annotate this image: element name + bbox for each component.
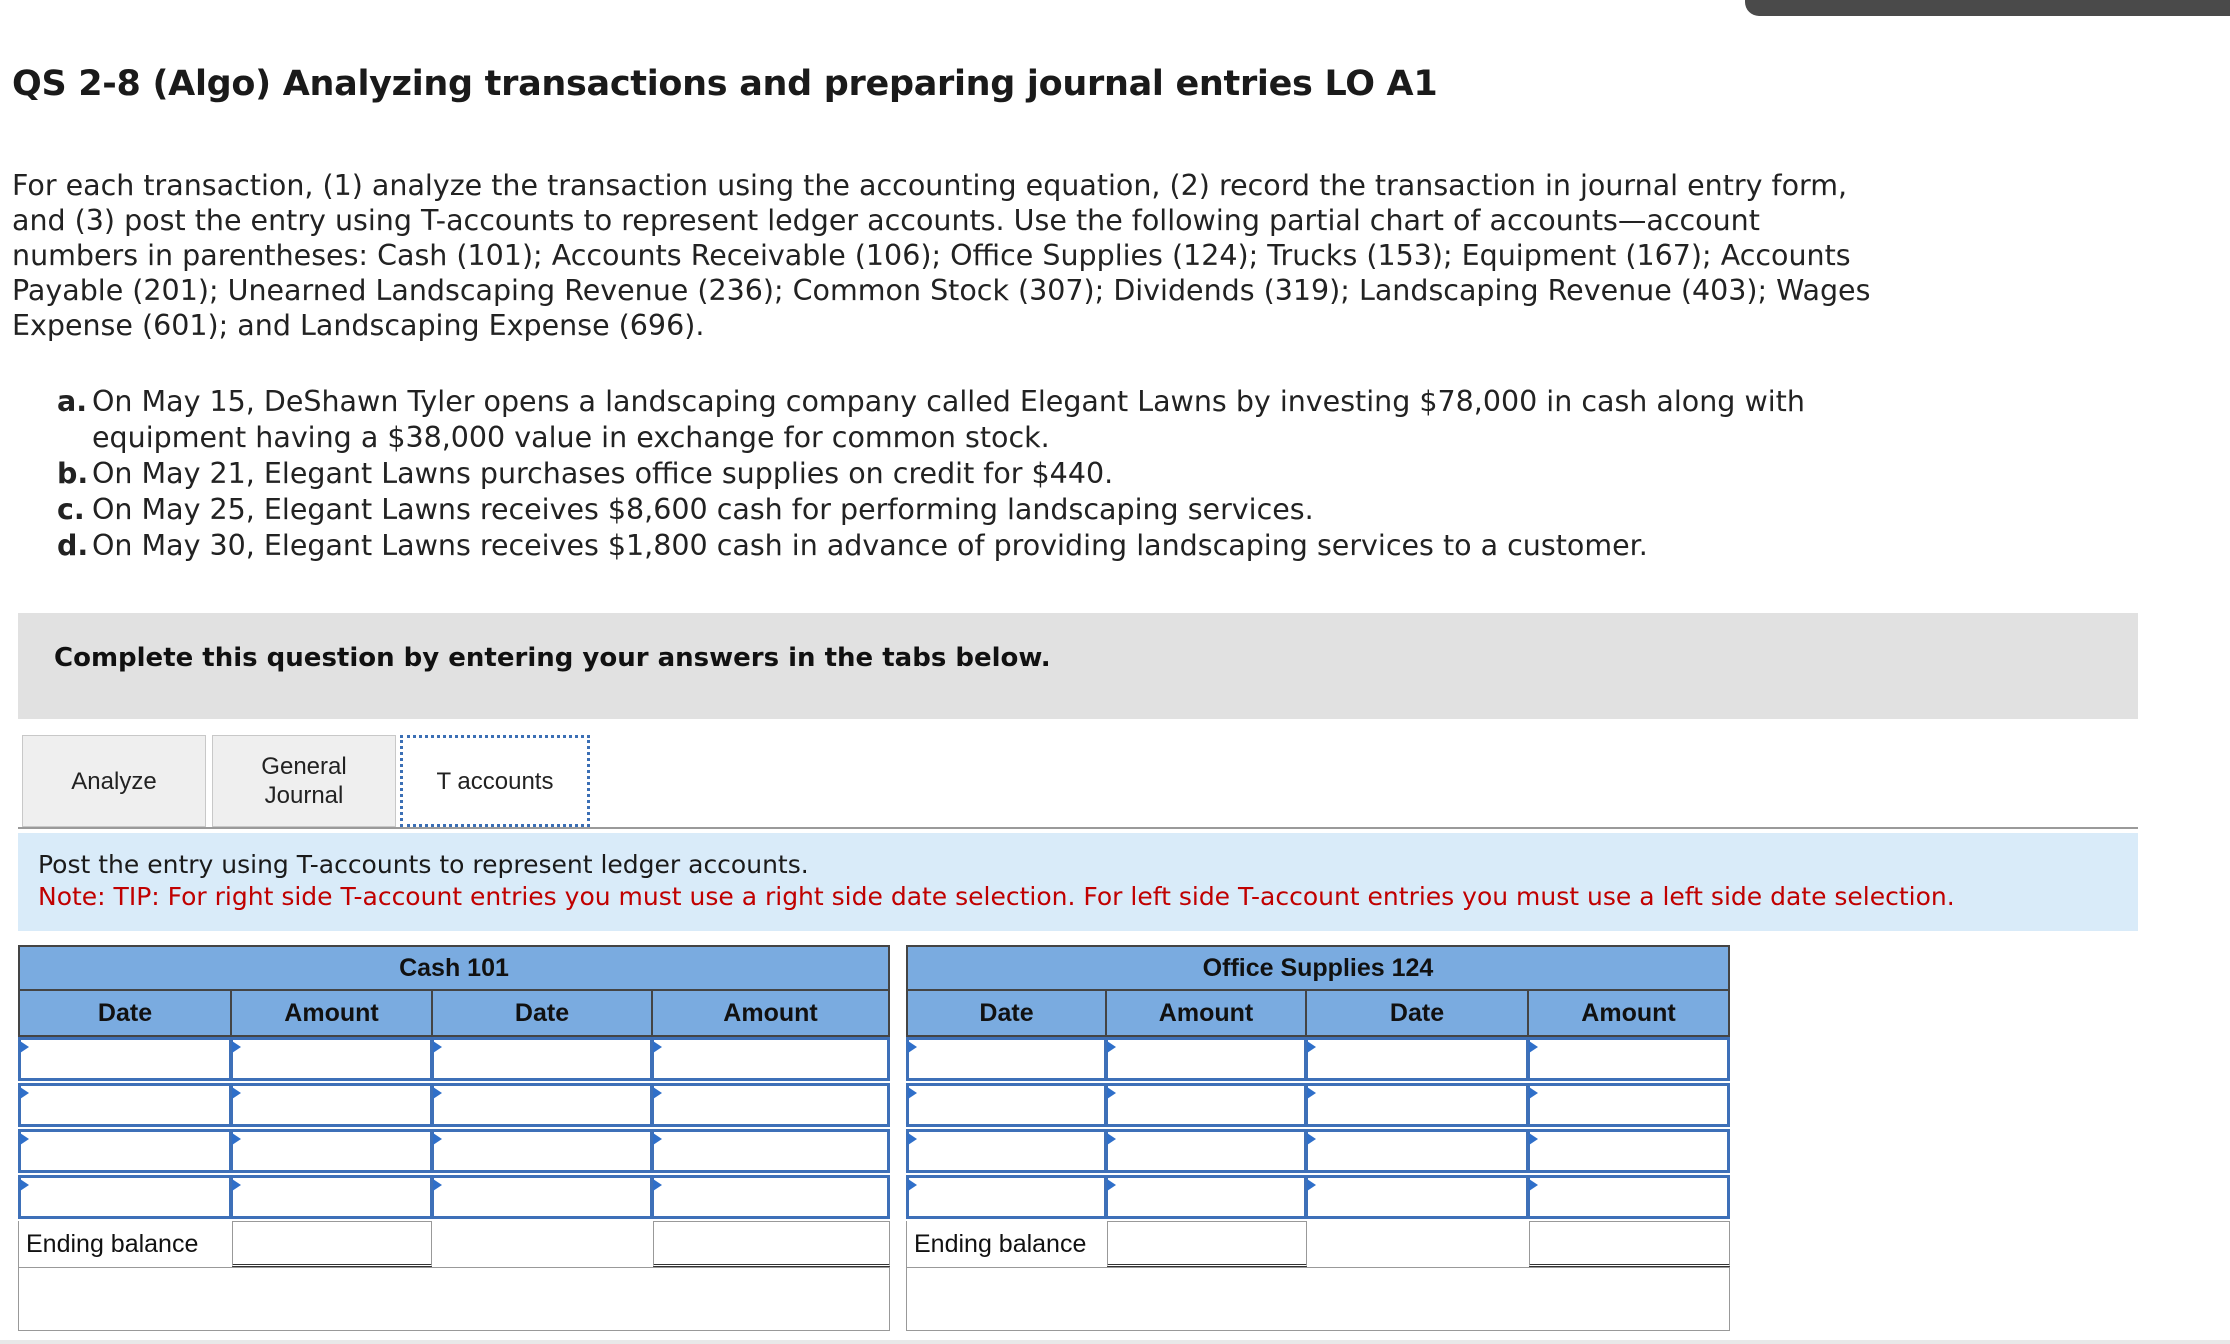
date-select-left[interactable] bbox=[906, 1083, 1107, 1127]
tip-note bbox=[18, 833, 2138, 931]
header-amount-left: Amount bbox=[230, 991, 433, 1037]
ending-balance-left-input[interactable] bbox=[1107, 1221, 1307, 1267]
tab-analyze[interactable] bbox=[22, 735, 206, 827]
top-window-bar bbox=[1745, 0, 2230, 16]
item-letter: a. bbox=[57, 385, 88, 418]
question-intro: For each transaction, (1) analyze the transaction using the accounting equation, (2) record the transaction in journal entry form, and (3) post the entry using T-accounts to represent ledger accounts. Use the following partial chart of accounts—account numbers in parentheses: Cash (101); Accounts Receivable (106); Office Supplies (124); Trucks (153); Equipment (167); Accounts Payable (201); Unearned Landscaping Revenue (236); Common Stock (307); Dividends (319); Landscaping Revenue (403); Wages Expense (601); and Landscaping Expense (696). bbox=[12, 169, 1871, 342]
item-letter: b. bbox=[57, 457, 89, 490]
amount-input-left[interactable] bbox=[230, 1037, 433, 1081]
header-amount-right: Amount bbox=[651, 991, 890, 1037]
date-select-left[interactable] bbox=[906, 1037, 1107, 1081]
date-select-left[interactable] bbox=[18, 1129, 232, 1173]
amount-input-left[interactable] bbox=[1105, 1175, 1307, 1219]
amount-input-right[interactable] bbox=[1527, 1037, 1730, 1081]
header-amount-left: Amount bbox=[1105, 991, 1307, 1037]
tab-t-accounts[interactable] bbox=[400, 735, 590, 827]
ending-balance-right-input[interactable] bbox=[1529, 1221, 1730, 1267]
note-line: Post the entry using T-accounts to represent ledger accounts. bbox=[38, 850, 809, 879]
amount-input-left[interactable] bbox=[1105, 1129, 1307, 1173]
ending-balance-right-input[interactable] bbox=[653, 1221, 890, 1267]
date-select-left[interactable] bbox=[18, 1037, 232, 1081]
date-select-left[interactable] bbox=[906, 1129, 1107, 1173]
date-select-right[interactable] bbox=[431, 1129, 653, 1173]
amount-input-right[interactable] bbox=[651, 1129, 890, 1173]
tab-label: T accounts bbox=[436, 767, 554, 795]
instruction-text: Complete this question by entering your answers in the tabs below. bbox=[54, 643, 1051, 673]
header-date-left: Date bbox=[906, 991, 1107, 1037]
amount-input-left[interactable] bbox=[1105, 1037, 1307, 1081]
item-text: On May 21, Elegant Lawns purchases office supplies on credit for $440. bbox=[92, 457, 1114, 490]
header-date-left: Date bbox=[18, 991, 232, 1037]
date-select-left[interactable] bbox=[906, 1175, 1107, 1219]
transaction-list bbox=[57, 384, 1857, 564]
amount-input-right[interactable] bbox=[1527, 1129, 1730, 1173]
ending-balance-label: Ending balance bbox=[26, 1229, 199, 1258]
header-date-right: Date bbox=[1305, 991, 1529, 1037]
tab-label: General Journal bbox=[261, 753, 347, 809]
amount-input-right[interactable] bbox=[651, 1037, 890, 1081]
instruction-banner bbox=[18, 613, 2138, 719]
t-account-title: Office Supplies 124 bbox=[906, 945, 1730, 991]
page-title: QS 2-8 (Algo) Analyzing transactions and preparing journal entries LO A1 bbox=[12, 64, 1438, 104]
date-select-right[interactable] bbox=[1305, 1037, 1529, 1081]
row-divider bbox=[906, 1267, 1730, 1268]
item-text: On May 30, Elegant Lawns receives $1,800 cash in advance of providing landscaping services to a customer. bbox=[92, 529, 1648, 562]
amount-input-left[interactable] bbox=[230, 1129, 433, 1173]
row-divider bbox=[18, 1267, 890, 1268]
item-text: On May 15, DeShawn Tyler opens a landscaping company called Elegant Lawns by investing $78,000 in cash along with equipment having a $38,000 value in exchange for common stock. bbox=[92, 385, 1805, 454]
header-date-right: Date bbox=[431, 991, 653, 1037]
date-select-left[interactable] bbox=[18, 1175, 232, 1219]
date-select-right[interactable] bbox=[1305, 1083, 1529, 1127]
amount-input-right[interactable] bbox=[1527, 1175, 1730, 1219]
t-account-cash bbox=[18, 945, 890, 1331]
date-select-left[interactable] bbox=[18, 1083, 232, 1127]
date-select-right[interactable] bbox=[431, 1037, 653, 1081]
amount-input-left[interactable] bbox=[1105, 1083, 1307, 1127]
tab-divider bbox=[18, 827, 2138, 829]
list-item bbox=[57, 456, 1857, 492]
amount-input-left[interactable] bbox=[230, 1175, 433, 1219]
amount-input-left[interactable] bbox=[230, 1083, 433, 1127]
date-select-right[interactable] bbox=[431, 1175, 653, 1219]
amount-input-right[interactable] bbox=[1527, 1083, 1730, 1127]
t-account-office-supplies bbox=[906, 945, 1730, 1331]
t-account-title: Cash 101 bbox=[18, 945, 890, 991]
ending-balance-label: Ending balance bbox=[914, 1229, 1087, 1258]
amount-input-right[interactable] bbox=[651, 1175, 890, 1219]
list-item bbox=[57, 528, 1857, 564]
note-tip: Note: TIP: For right side T-account entries you must use a right side date selection. For left side T-account entries you must use a left side date selection. bbox=[38, 882, 1955, 911]
amount-input-right[interactable] bbox=[651, 1083, 890, 1127]
tab-general-journal[interactable] bbox=[212, 735, 396, 827]
item-text: On May 25, Elegant Lawns receives $8,600 cash for performing landscaping services. bbox=[92, 493, 1314, 526]
item-letter: d. bbox=[57, 529, 89, 562]
header-amount-right: Amount bbox=[1527, 991, 1730, 1037]
date-select-right[interactable] bbox=[1305, 1175, 1529, 1219]
date-select-right[interactable] bbox=[1305, 1129, 1529, 1173]
bottom-divider bbox=[0, 1340, 2230, 1344]
list-item bbox=[57, 492, 1857, 528]
ending-balance-left-input[interactable] bbox=[232, 1221, 432, 1267]
date-select-right[interactable] bbox=[431, 1083, 653, 1127]
list-item bbox=[57, 384, 1857, 456]
item-letter: c. bbox=[57, 493, 85, 526]
tab-label: Analyze bbox=[71, 767, 157, 795]
